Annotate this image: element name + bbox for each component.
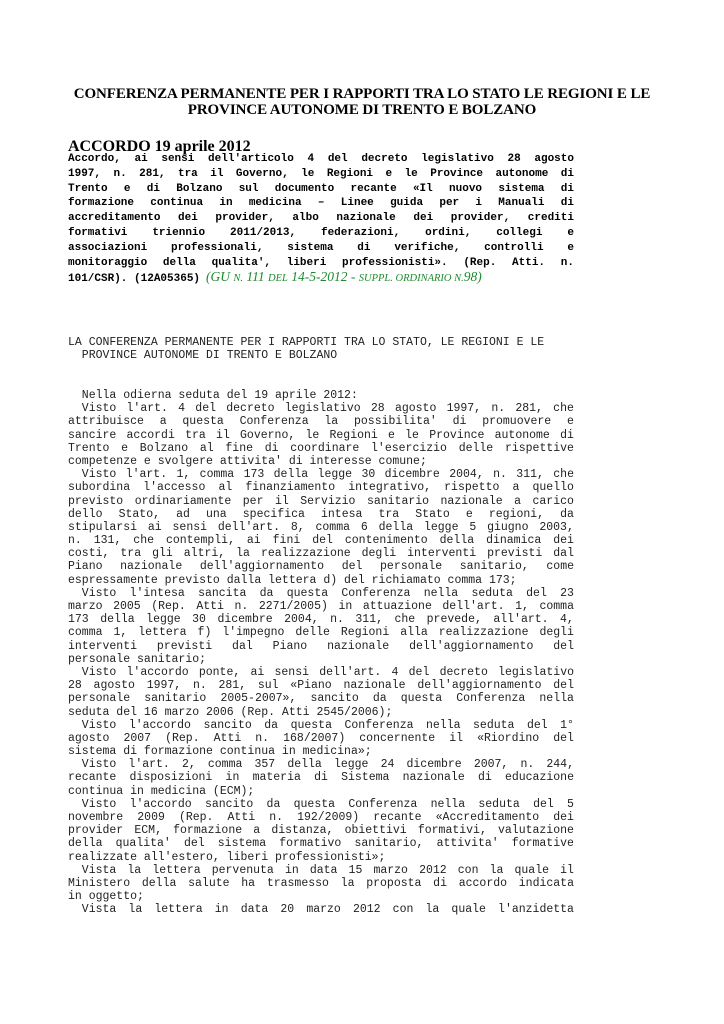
- body-line: realizzate all'estero, liberi professionisti»;: [68, 850, 386, 864]
- body-line: Piano nazionale dell'aggiornamento del personale sanitario, come: [68, 560, 574, 574]
- body-line: interventi previsti dal Piano nazionale dell'aggiornamento del: [68, 639, 574, 653]
- body-line: agosto 2007 (Rep. Atti n. 168/2007) concernente il «Riordino del: [68, 731, 574, 745]
- body-line: competenze e svolgere attivita' di interesse comune;: [68, 454, 427, 468]
- summary-line: Trento e di Bolzano sul documento recante «Il nuovo sistema di: [68, 182, 574, 195]
- body-line: attribuisce a questa Conferenza la possibilita' di promuovere e: [68, 415, 574, 429]
- body-line: Trento e Bolzano al fine di coordinare l'esercizio delle rispettive: [68, 441, 574, 455]
- title-line-1: CONFERENZA PERMANENTE PER I RAPPORTI TRA LO STATO LE REGIONI E LE: [73, 86, 651, 102]
- summary-line: Accordo, ai sensi dell'articolo 4 del decreto legislativo 28 agosto: [68, 153, 574, 165]
- body-line: della qualita' del sistema formativo sanitario, attivita' formative: [68, 837, 574, 851]
- body-line: Visto l'art. 1, comma 173 della legge 30 dicembre 2004, n. 311, che: [68, 468, 574, 482]
- body-line: sistema di formazione continua in medicina»;: [68, 745, 372, 759]
- body-line: Vista la lettera pervenuta in data 15 marzo 2012 con la quale il: [68, 863, 574, 877]
- summary-line: 1997, n. 281, tra il Governo, le Regioni e le Province autonome di: [68, 167, 574, 180]
- gazette-part-del: DEL: [268, 273, 288, 285]
- body-line: n. 131, che contempli, ai fini del contenimento della dinamica dei: [68, 534, 574, 548]
- document-title: [40, 86, 684, 118]
- gazette-part-open: (GU: [206, 269, 234, 285]
- summary-last-line: [68, 270, 574, 287]
- summary-line: accreditamento dei provider, albo nazionale dei provider, crediti: [68, 212, 574, 225]
- body-line: espressamente previsto dalla lettera d) del richiamato comma 173;: [68, 573, 517, 587]
- body-line: Visto l'art. 2, comma 357 della legge 24 dicembre 2007, n. 244,: [68, 758, 574, 772]
- body-line: Visto l'intesa sancita da questa Conferenza nella seduta del 23: [68, 586, 574, 600]
- body-line: seduta del 16 marzo 2006 (Rep. Atti 2545/2006);: [68, 705, 393, 719]
- summary-line: formativi triennio 2011/2013, federazioni, ordini, collegi e: [68, 226, 574, 239]
- body-line: recante disposizioni in materia di Sistema nazionale di educazione: [68, 771, 574, 785]
- document-body: [68, 389, 574, 917]
- body-line: personale sanitario 2005-2007», sancito da questa Conferenza nella: [68, 692, 574, 706]
- accordo-summary: [68, 152, 574, 287]
- body-line: marzo 2005 (Rep. Atti n. 2271/2005) in attuazione dell'art. 1, comma: [68, 600, 574, 613]
- conference-heading: [68, 336, 574, 362]
- heading-line: LA CONFERENZA PERMANENTE PER I RAPPORTI TRA LO STATO, LE REGIONI E LE: [68, 336, 545, 349]
- accordo-date-heading: ACCORDO 19 aprile 2012: [68, 138, 251, 155]
- body-line: Visto l'accordo ponte, ai sensi dell'art. 4 del decreto legislativo: [68, 665, 574, 679]
- body-line: Visto l'art. 4 del decreto legislativo 28 agosto 1997, n. 281, che: [68, 402, 574, 416]
- body-line: dello Stato, ad una specifica intesa tra Stato e regioni, da: [68, 507, 574, 521]
- gazette-part-num: 111: [243, 269, 269, 285]
- body-line: Vista la lettera in data 20 marzo 2012 con la quale l'anzidetta: [68, 903, 574, 917]
- body-line: Ministero della salute ha trasmesso la proposta di accordo indicata: [68, 876, 574, 890]
- body-line: subordina l'accesso al finanziamento integrativo, rispetto a quello: [68, 481, 574, 495]
- body-line: 28 agosto 1997, n. 281, sul «Piano nazionale dell'aggiornamento del: [68, 679, 574, 693]
- body-line: provider ECM, formazione a distanza, obiettivi formativi, valutazione: [68, 824, 574, 838]
- body-line: comma 1, lettera f) l'impegno delle Regioni alla realizzazione degli: [68, 626, 574, 640]
- body-line: in oggetto;: [68, 890, 144, 904]
- summary-line: associazioni professionali, sistema di verifiche, controlli e: [68, 241, 574, 254]
- body-line: continua in medicina (ECM);: [68, 784, 255, 798]
- body-line: previsto ordinariamente per il Servizio sanitario nazionale a carico: [68, 494, 574, 508]
- summary-reference: 101/CSR). (12A05365): [68, 273, 201, 286]
- body-line: novembre 2009 (Rep. Atti n. 192/2009) recante «Accreditamento dei: [68, 811, 574, 824]
- body-line: Visto l'accordo sancito da questa Conferenza nella seduta del 1°: [68, 718, 574, 732]
- body-line: 173 della legge 30 dicembre 2004, n. 311, che prevede, all'art. 4,: [68, 613, 574, 627]
- heading-line: PROVINCE AUTONOME DI TRENTO E BOLZANO: [68, 349, 338, 363]
- body-line: Visto l'accordo sancito da questa Conferenza nella seduta del 5: [68, 797, 574, 811]
- title-line-2: PROVINCE AUTONOME DI TRENTO E BOLZANO: [187, 102, 537, 118]
- body-line: costi, tra gli altri, la realizzazione degli interventi previsti dal: [68, 547, 574, 561]
- body-line: stipularsi ai sensi dell'art. 8, comma 6 della legge 5 giugno 2003,: [68, 520, 574, 534]
- gazette-part-close: 98): [463, 269, 482, 285]
- body-line: personale sanitario;: [68, 652, 207, 666]
- summary-line: formazione continua in medicina – Linee guida per i Manuali di: [68, 197, 574, 210]
- gazzetta-ufficiale-link[interactable]: [206, 269, 482, 284]
- gazette-part-suppl: SUPPL. ORDINARIO N.: [358, 273, 464, 285]
- gazette-part-n: N.: [233, 273, 244, 285]
- body-line: Nella odierna seduta del 19 aprile 2012:: [68, 389, 358, 402]
- body-line: sancire accordi tra il Governo, le Regioni e le Province autonome di: [68, 428, 574, 442]
- summary-line: monitoraggio della qualita', liberi professionisti». (Rep. Atti. n.: [68, 256, 574, 269]
- gazette-part-date: 14-5-2012 -: [287, 269, 359, 285]
